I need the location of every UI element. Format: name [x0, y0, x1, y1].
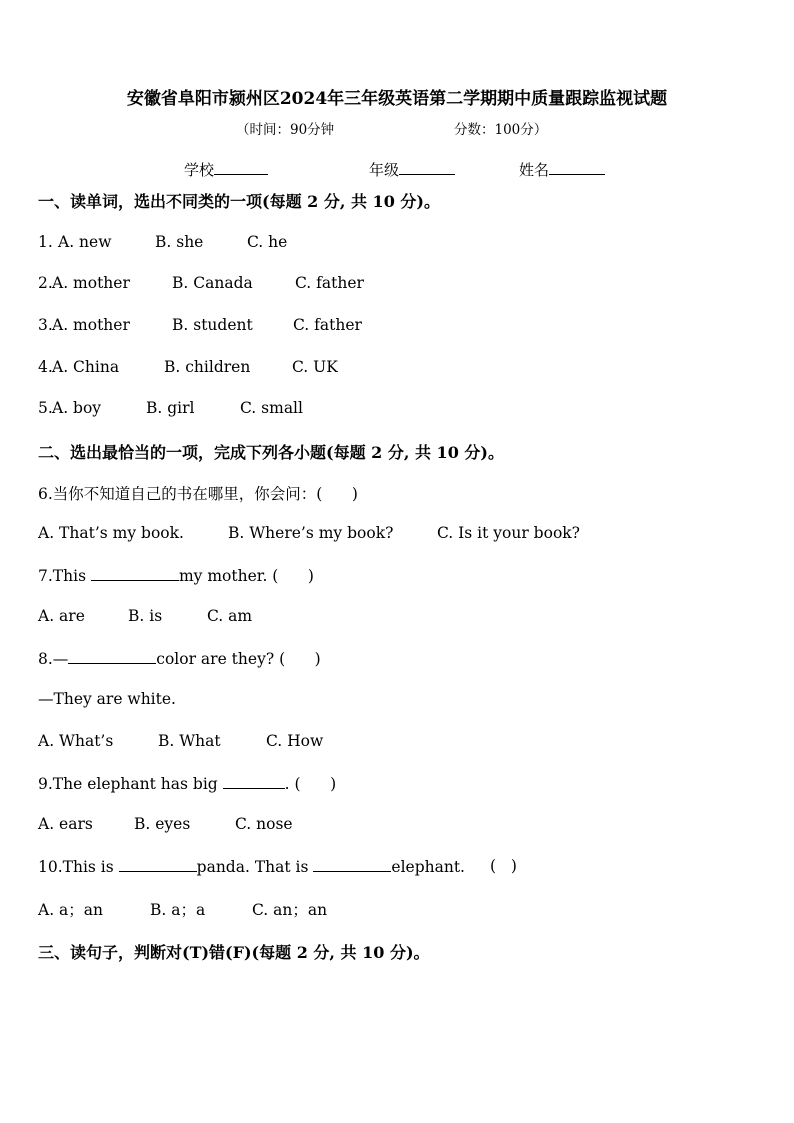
q2-option-b[interactable]: B. Canada — [172, 274, 253, 292]
page-title: 安徽省阜阳市颍州区2024年三年级英语第二学期期中质量跟踪监视试题 — [126, 89, 668, 109]
section-2-heading: 二、选出最恰当的一项，完成下列各小题(每题 2 分, 共 10 分)。 — [38, 443, 504, 462]
q8-answer-line: —They are white. — [38, 690, 176, 708]
q10-option-b[interactable]: B. a；a — [150, 901, 206, 919]
q10-blank-1[interactable] — [119, 857, 197, 872]
grade-field[interactable] — [369, 159, 455, 180]
q9-stem-end: . ( ) — [284, 775, 337, 793]
q7-option-c[interactable]: C. am — [207, 607, 253, 625]
q5-option-a[interactable]: A. boy — [52, 399, 102, 417]
q8-blank[interactable] — [68, 649, 156, 664]
q9-option-a[interactable]: A. ears — [38, 815, 93, 833]
q6-option-c[interactable]: C. Is it your book? — [437, 524, 580, 542]
q8-option-b[interactable]: B. What — [158, 732, 221, 750]
school-label: 学校 — [184, 161, 215, 179]
school-blank[interactable] — [214, 160, 268, 175]
grade-blank[interactable] — [399, 160, 455, 175]
q3-option-b[interactable]: B. student — [172, 316, 253, 334]
grade-label: 年级 — [369, 161, 400, 179]
q8-option-c[interactable]: C. How — [266, 732, 324, 750]
q2-option-c[interactable]: C. father — [295, 274, 364, 292]
q4-option-a[interactable]: A. China — [52, 358, 120, 376]
name-field[interactable] — [519, 159, 605, 180]
q7-stem-end: my mother. ( ) — [178, 567, 314, 585]
q9-stem — [38, 774, 336, 793]
q8-stem-end: color are they? ( ) — [156, 650, 321, 668]
q1-option-a[interactable]: A. new — [58, 233, 112, 251]
q10-answer-paren[interactable]: ( ) — [490, 857, 517, 875]
q9-stem-start: 9.The elephant has big — [38, 775, 223, 793]
q4-number: 4. — [38, 358, 53, 376]
q10-stem — [38, 857, 465, 876]
q10-stem-end: elephant. — [391, 858, 465, 876]
q2-option-a[interactable]: A. mother — [52, 274, 130, 292]
q9-blank[interactable] — [223, 774, 285, 789]
q4-option-b[interactable]: B. children — [164, 358, 251, 376]
q9-option-b[interactable]: B. eyes — [134, 815, 191, 833]
q2-number: 2. — [38, 274, 53, 292]
q6-stem: 6.当你不知道自己的书在哪里，你会问：( ) — [38, 485, 358, 503]
time-label: （时间：90分钟 — [236, 122, 335, 138]
q8-stem-start: 8.— — [38, 650, 69, 668]
name-blank[interactable] — [549, 160, 605, 175]
q3-option-a[interactable]: A. mother — [52, 316, 130, 334]
q1-option-c[interactable]: C. he — [247, 233, 288, 251]
q5-option-c[interactable]: C. small — [240, 399, 303, 417]
q3-number: 3. — [38, 316, 53, 334]
q7-blank[interactable] — [91, 566, 179, 581]
section-1-heading: 一、读单词，选出不同类的一项(每题 2 分, 共 10 分)。 — [38, 192, 440, 211]
name-label: 姓名 — [519, 161, 550, 179]
q5-number: 5. — [38, 399, 53, 417]
q6-option-b[interactable]: B. Where’s my book? — [228, 524, 394, 542]
q3-option-c[interactable]: C. father — [293, 316, 362, 334]
q6-option-a[interactable]: A. That’s my book. — [38, 524, 184, 542]
section-3-heading: 三、读句子，判断对(T)错(F)(每题 2 分, 共 10 分)。 — [38, 943, 430, 962]
q8-stem — [38, 649, 321, 668]
score-label: 分数：100分） — [454, 122, 548, 138]
q4-option-c[interactable]: C. UK — [292, 358, 338, 376]
q1-option-b[interactable]: B. she — [155, 233, 204, 251]
q7-option-a[interactable]: A. are — [38, 607, 85, 625]
q9-option-c[interactable]: C. nose — [235, 815, 293, 833]
q10-stem-start: 10.This is — [38, 858, 119, 876]
q7-stem-start: 7.This — [38, 567, 91, 585]
q10-option-c[interactable]: C. an；an — [252, 901, 328, 919]
q8-option-a[interactable]: A. What’s — [38, 732, 114, 750]
q10-stem-middle: panda. That is — [196, 858, 314, 876]
q7-option-b[interactable]: B. is — [128, 607, 163, 625]
q5-option-b[interactable]: B. girl — [146, 399, 195, 417]
q1-number: 1. — [38, 233, 53, 251]
q7-stem — [38, 566, 314, 585]
q10-option-a[interactable]: A. a；an — [38, 901, 104, 919]
q10-blank-2[interactable] — [313, 857, 391, 872]
school-field[interactable] — [184, 159, 268, 180]
